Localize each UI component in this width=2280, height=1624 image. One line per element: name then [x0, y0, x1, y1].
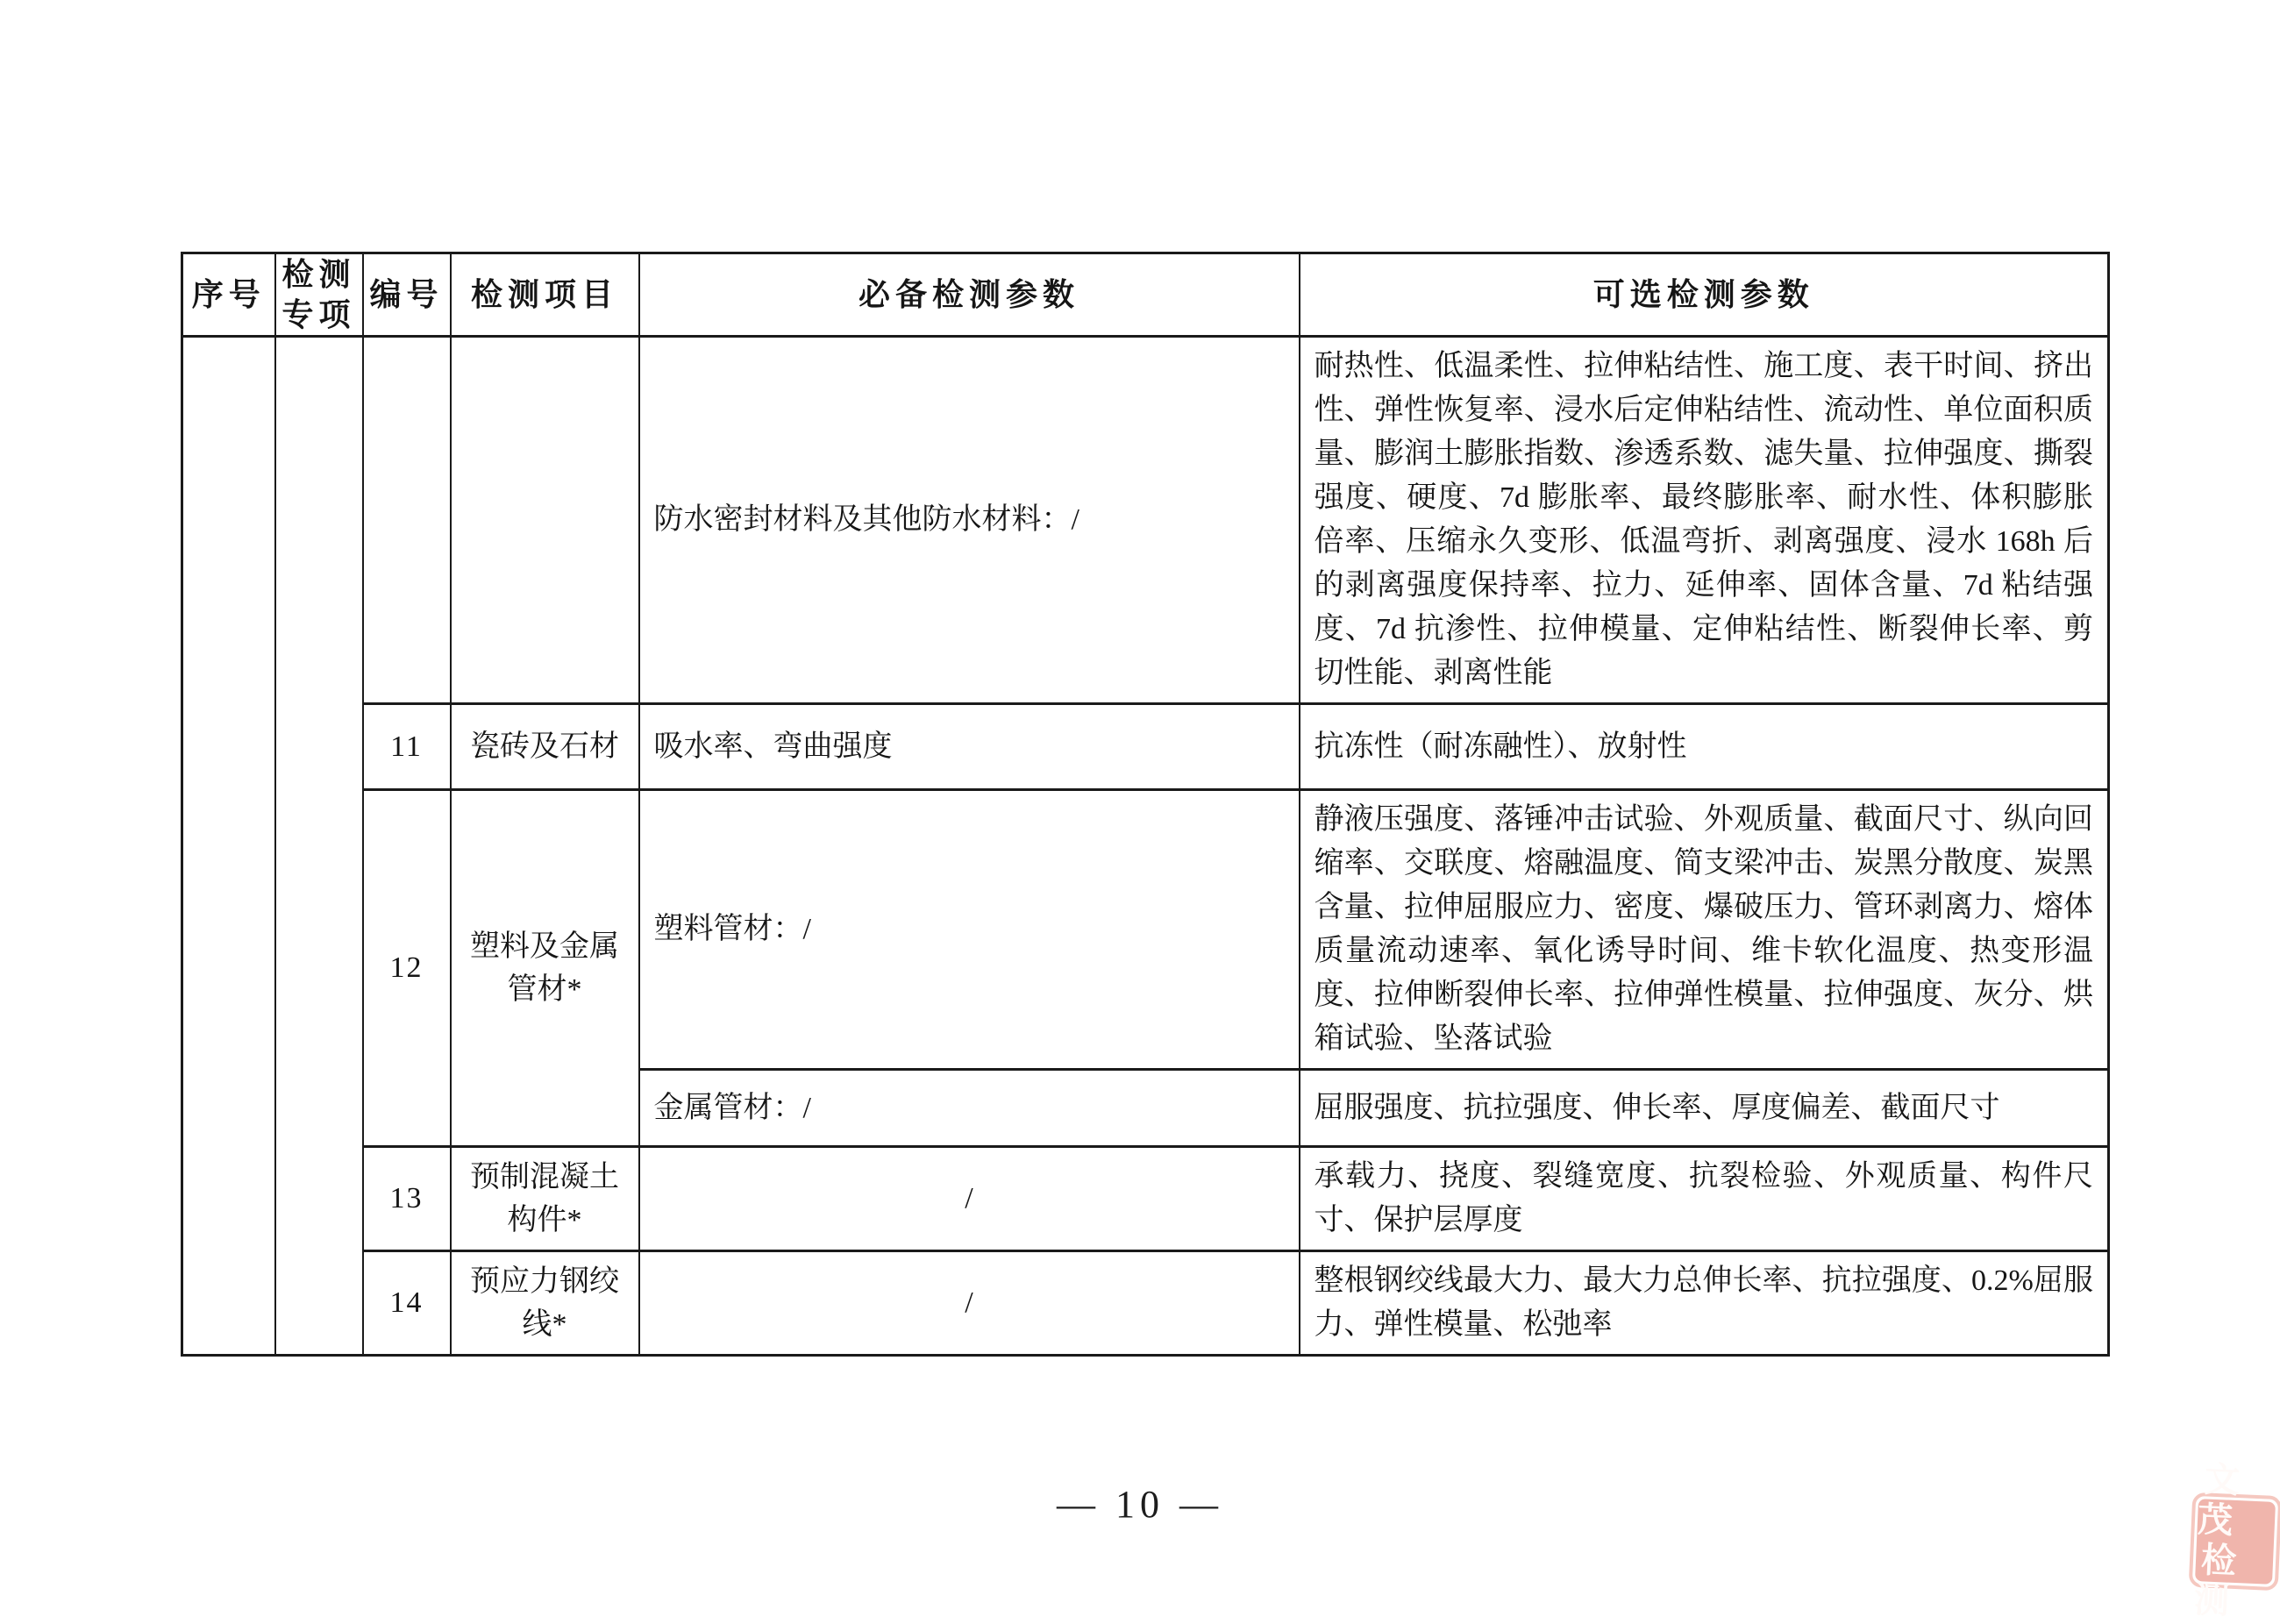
serial-cell-empty — [182, 337, 275, 1356]
required-params-cell: 塑料管材：/ — [639, 790, 1300, 1070]
col-header-code: 编号 — [363, 253, 451, 337]
page-number: — 10 — — [1057, 1483, 1223, 1526]
code-cell: 13 — [363, 1147, 451, 1251]
optional-params-cell: 静液压强度、落锤冲击试验、外观质量、截面尺寸、纵向回缩率、交联度、熔融温度、简支梁冲击、炭黑分散度、炭黑含量、拉伸屈服应力、密度、爆破压力、管环剥离力、熔体质量流动速率、氧化诱导时间、维卡软化温度、热变形温度、拉伸断裂伸长率、拉伸弹性模量、拉伸强度、灰分、烘箱试验、坠落试验 — [1300, 790, 2109, 1070]
company-seal-stamp — [2189, 1459, 2280, 1622]
optional-params-cell: 承载力、挠度、裂缝宽度、抗裂检验、外观质量、构件尺寸、保护层厚度 — [1300, 1147, 2109, 1251]
stamp-text-bottom: 检测 — [2193, 1540, 2242, 1622]
col-header-serial: 序号 — [182, 253, 275, 337]
col-header-optional: 可选检测参数 — [1300, 253, 2109, 337]
optional-params-cell: 抗冻性（耐冻融性）、放射性 — [1300, 704, 2109, 790]
special-cell-empty — [275, 337, 363, 1356]
item-cell-empty — [451, 337, 639, 704]
table-row-14 — [182, 1251, 2109, 1356]
required-params-cell: 金属管材：/ — [639, 1070, 1300, 1147]
optional-params-cell: 耐热性、低温柔性、拉伸粘结性、施工度、表干时间、挤出性、弹性恢复率、浸水后定伸粘结性、流动性、单位面积质量、膨润土膨胀指数、渗透系数、滤失量、拉伸强度、撕裂强度、硬度、7d 膨胀率、最终膨胀率、耐水性、体积膨胀倍率、压缩永久变形、低温弯折、剥离强度、浸水 168h 后的剥离强度保持率、拉力、延伸率、固体含量、7d 粘结强度、7d 抗渗性、拉伸模量、定伸粘结性、断裂伸长率、剪切性能、剥离性能 — [1300, 337, 2109, 704]
code-cell: 14 — [363, 1251, 451, 1356]
table-row-13 — [182, 1147, 2109, 1251]
table-row-11 — [182, 704, 2109, 790]
stamp-inner-square — [2193, 1459, 2276, 1622]
col-header-special: 检测专项 — [275, 253, 363, 337]
table-row-12-plastic — [182, 790, 2109, 1070]
required-params-cell: / — [639, 1251, 1300, 1356]
stamp-text-top: 文茂 — [2197, 1459, 2247, 1542]
code-cell-empty — [363, 337, 451, 704]
table-header-row — [182, 253, 2109, 337]
required-params-cell: / — [639, 1147, 1300, 1251]
item-cell: 预制混凝土构件* — [451, 1147, 639, 1251]
required-params-cell: 防水密封材料及其他防水材料：/ — [639, 337, 1300, 704]
item-cell: 瓷砖及石材 — [451, 704, 639, 790]
item-cell: 预应力钢绞线* — [451, 1251, 639, 1356]
optional-params-cell: 屈服强度、抗拉强度、伸长率、厚度偏差、截面尺寸 — [1300, 1070, 2109, 1147]
col-header-required: 必备检测参数 — [639, 253, 1300, 337]
code-cell: 12 — [363, 790, 451, 1147]
required-params-cell: 吸水率、弯曲强度 — [639, 704, 1300, 790]
table-row-continuation — [182, 337, 2109, 704]
code-cell: 11 — [363, 704, 451, 790]
item-cell: 塑料及金属管材* — [451, 790, 639, 1147]
inspection-parameters-table — [181, 252, 2110, 1357]
col-header-item: 检测项目 — [451, 253, 639, 337]
optional-params-cell: 整根钢绞线最大力、最大力总伸长率、抗拉强度、0.2%屈服力、弹性模量、松弛率 — [1300, 1251, 2109, 1356]
